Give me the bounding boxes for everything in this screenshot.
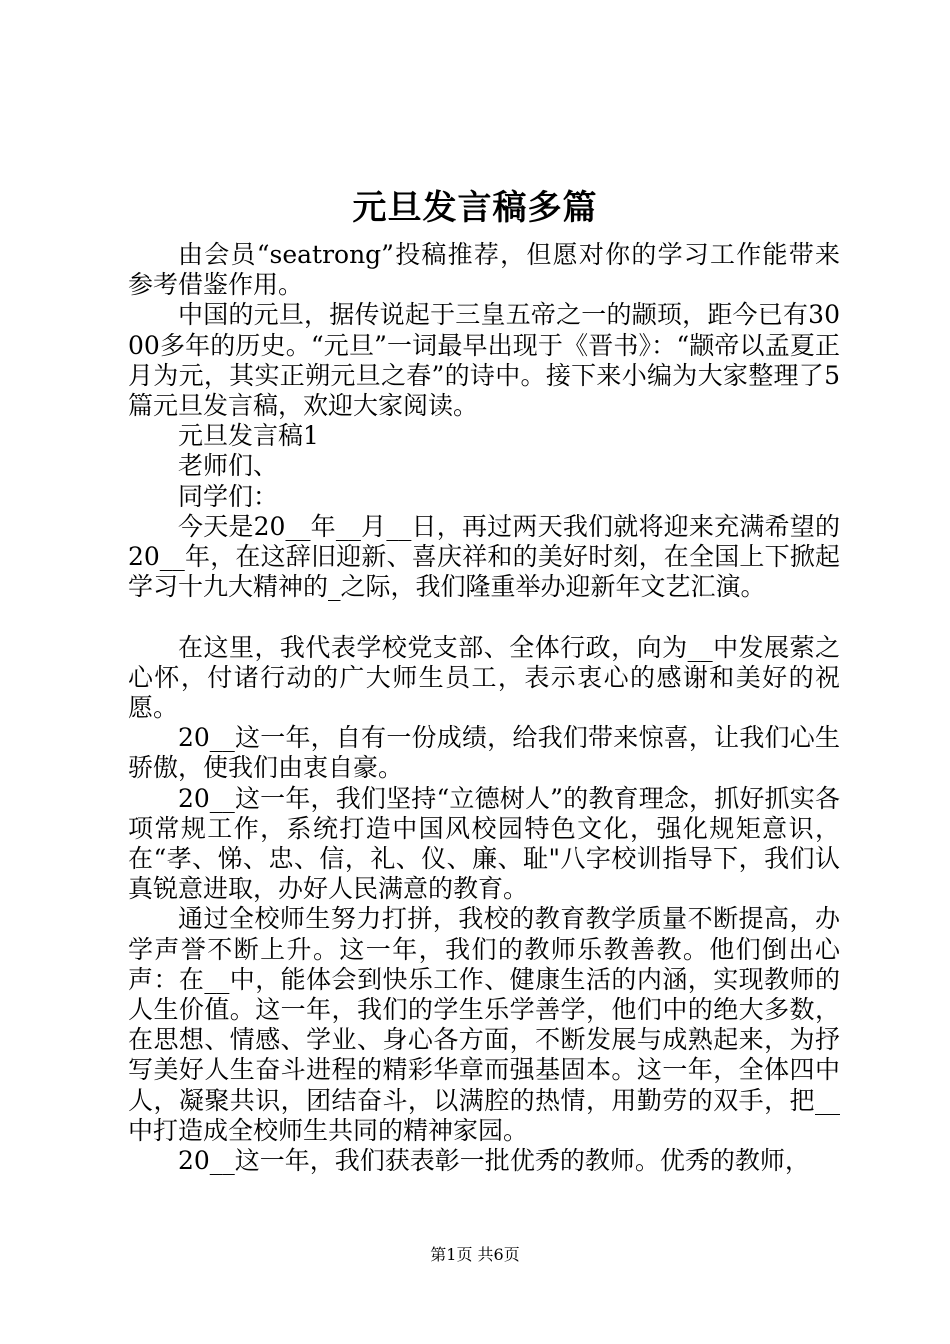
page-title: 元旦发言稿多篇 (352, 188, 598, 228)
blank-line (128, 602, 840, 632)
philosophy-paragraph: 20__这一年，我们坚持“立德树人”的教育理念，抓好抓实各项常规工作，系统打造中国风校园特色文化，强化规矩意识，在“孝、悌、忠、信，礼、仪、廉、耻"八字校训指导下，我们认真锐意进取，办好人民满意的教育。 (128, 783, 840, 904)
opening-paragraph: 今天是20__年__月__日，再过两天我们就将迎来充满希望的20__年，在这辞旧迎新、喜庆祥和的美好时刻，在全国上下掀起学习十九大精神的_之际，我们隆重举办迎新年文艺汇演。 (128, 511, 840, 602)
history-paragraph: 中国的元旦，据传说起于三皇五帝之一的颛顼，距今已有3000多年的历史。“元旦”一词最早出现于《晋书》：“颛帝以孟夏正月为元，其实正朔元旦之春”的诗中。接下来小编为大家整理了5篇元旦发言稿，欢迎大家阅读。 (128, 300, 840, 421)
salutation-students: 同学们： (178, 481, 279, 511)
achievement-paragraph: 20__这一年，自有一份成绩，给我们带来惊喜，让我们心生骄傲，使我们由衷自豪。 (128, 723, 840, 783)
page-footer: 第1页 共6页 (430, 1245, 520, 1264)
document-body (128, 240, 840, 1176)
thanks-paragraph: 在这里，我代表学校党支部、全体行政，向为__中发展萦之心怀，付诸行动的广大师生员工，表示衷心的感谢和美好的祝愿。 (128, 632, 840, 723)
teachers-paragraph: 20__这一年，我们获表彰一批优秀的教师。优秀的教师， (178, 1146, 810, 1176)
intro-paragraph: 由会员“seatrong”投稿推荐，但愿对你的学习工作能带来参考借鉴作用。 (128, 240, 840, 300)
speech-heading: 元旦发言稿1 (178, 421, 319, 451)
quality-paragraph: 通过全校师生努力打拼，我校的教育教学质量不断提高，办学声誉不断上升。这一年，我们的教师乐教善教。他们倒出心声：在__中，能体会到快乐工作、健康生活的内涵，实现教师的人生价值。这一年，我们的学生乐学善学，他们中的绝大多数，在思想、情感、学业、身心各方面，不断发展与成熟起来，为抒写美好人生奋斗进程的精彩华章而强基固本。这一年，全体四中人，凝聚共识，团结奋斗，以满腔的热情，用勤劳的双手，把__中打造成全校师生共同的精神家园。 (128, 904, 840, 1145)
salutation-teachers: 老师们、 (178, 451, 279, 481)
